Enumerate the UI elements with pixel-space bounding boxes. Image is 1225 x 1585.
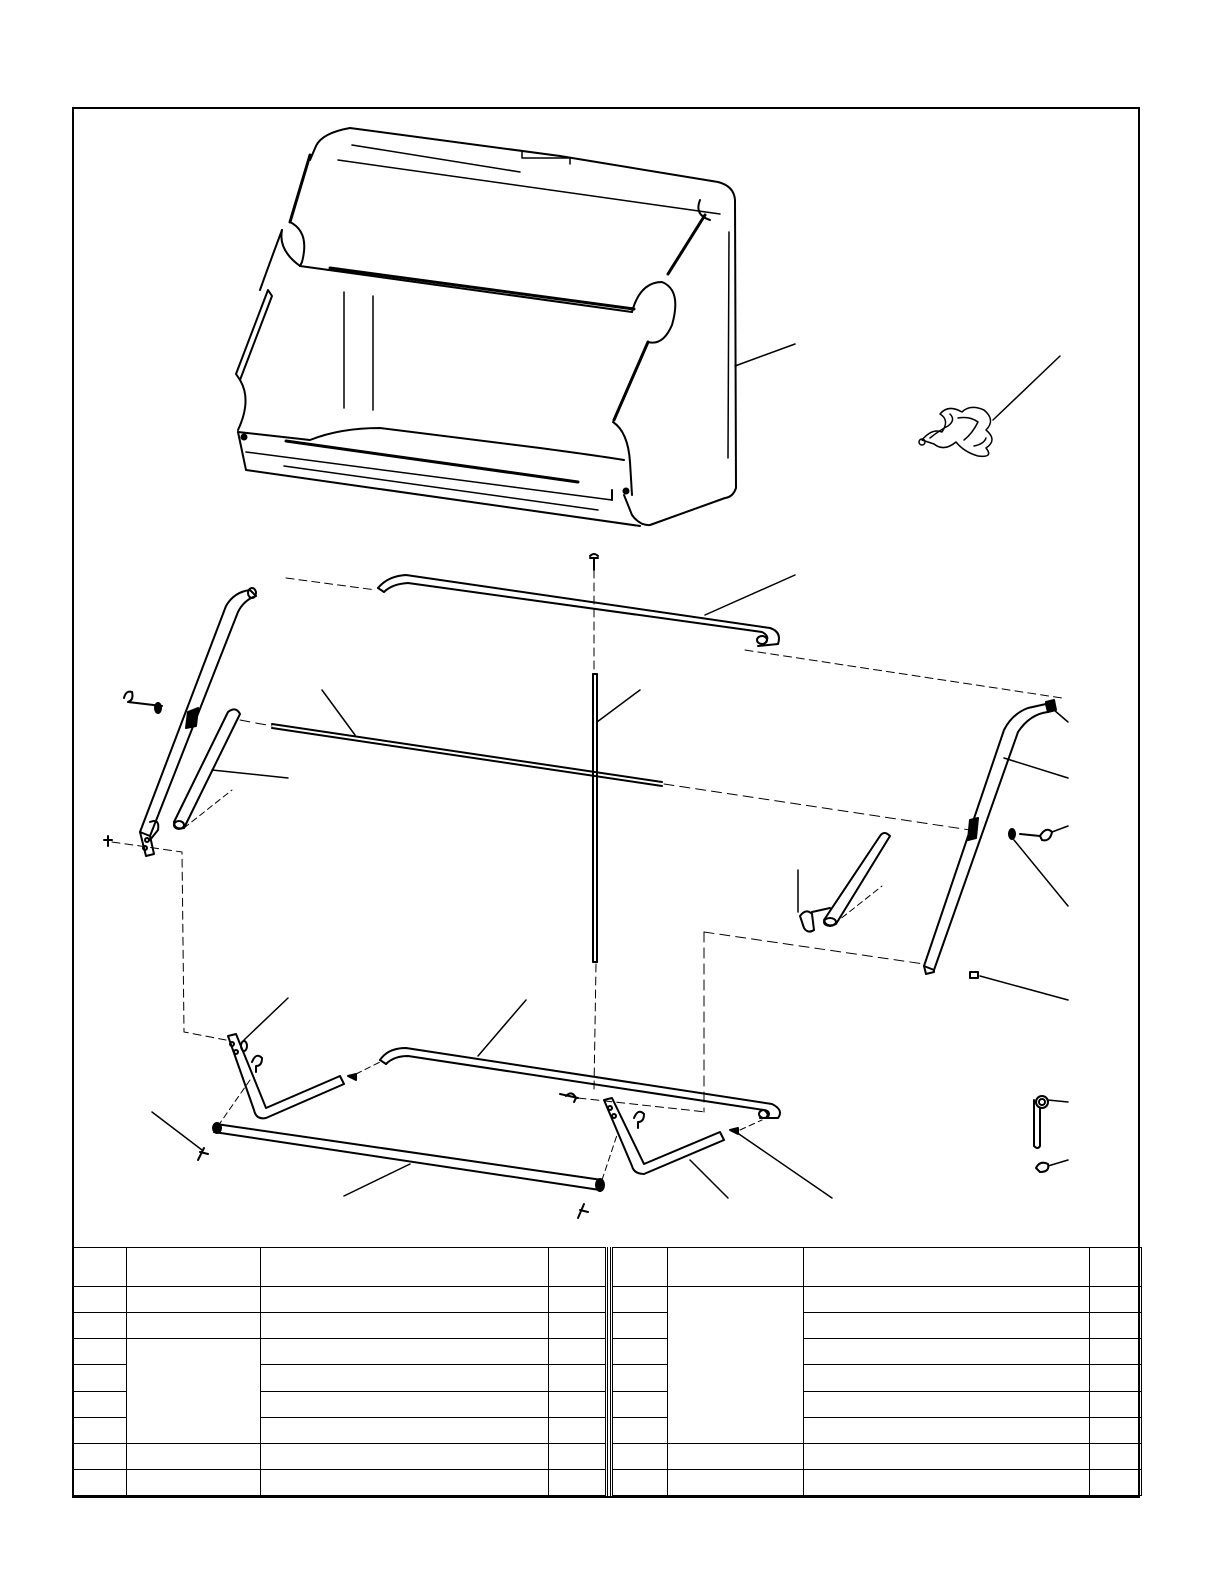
cell-qty (549, 1469, 607, 1495)
header-description (261, 1248, 549, 1287)
table-row (73, 1313, 607, 1339)
leader-line (212, 770, 288, 778)
cell-description (261, 1339, 549, 1365)
leader-line (1054, 710, 1068, 722)
parts-table-left (72, 1247, 608, 1496)
hairpin-clip (1036, 1163, 1048, 1172)
cell-ref (612, 1469, 668, 1495)
cell-ref (612, 1443, 668, 1469)
cell-description (261, 1365, 549, 1391)
bag-housing (236, 128, 736, 526)
left-bottom-bracket (228, 1034, 356, 1118)
left-hardware (104, 692, 162, 846)
leader-line (344, 1164, 410, 1196)
cell-description (261, 1417, 549, 1443)
cell-ref (73, 1287, 127, 1313)
cell-description (261, 1313, 549, 1339)
dashed-line (704, 932, 924, 964)
dashed-line (745, 650, 1062, 698)
dashed-line (578, 1098, 706, 1112)
cell-qty (549, 1339, 607, 1365)
table-row (73, 1443, 607, 1469)
leader-line (322, 690, 355, 735)
cell-ref (612, 1365, 668, 1391)
leader-line (993, 356, 1060, 420)
bottom-frame-tube (380, 1048, 780, 1118)
cell-part-no (127, 1443, 261, 1469)
leader-line (1048, 1160, 1068, 1166)
leader-line (1004, 758, 1068, 778)
cell-ref (612, 1391, 668, 1417)
cell-description (261, 1469, 549, 1495)
leader-line (1052, 826, 1068, 832)
header-ref (73, 1248, 127, 1287)
cell-ref (612, 1287, 668, 1313)
cell-ref (612, 1313, 668, 1339)
cell-qty (1090, 1443, 1142, 1469)
left-upright-tube (140, 588, 256, 856)
table-row (73, 1287, 607, 1313)
cell-ref (73, 1365, 127, 1391)
cell-ref (73, 1339, 127, 1365)
header-qty (1090, 1248, 1142, 1287)
cell-qty (549, 1287, 607, 1313)
cell-part-no (668, 1469, 804, 1495)
leader-line (1014, 840, 1068, 906)
table-row (73, 1339, 607, 1365)
cell-description (804, 1313, 1090, 1339)
cell-ref (73, 1469, 127, 1495)
front-bottom-bar (198, 1123, 604, 1218)
cell-part-no (668, 1287, 804, 1444)
table-header (612, 1248, 1142, 1287)
cell-description (261, 1443, 549, 1469)
parts-table-right (610, 1247, 1142, 1496)
cell-ref (73, 1443, 127, 1469)
cell-qty (1090, 1391, 1142, 1417)
cell-part-no (127, 1339, 261, 1444)
right-strut (824, 833, 890, 926)
dashed-line (594, 570, 596, 1090)
cell-qty (549, 1313, 607, 1339)
cell-qty (549, 1365, 607, 1391)
left-strut (174, 709, 240, 829)
dashed-line (286, 578, 376, 590)
cell-qty (549, 1443, 607, 1469)
dashed-line (834, 886, 882, 924)
header-qty (549, 1248, 607, 1287)
cell-qty (549, 1417, 607, 1443)
leader-line (152, 1112, 202, 1150)
table-row (612, 1287, 1142, 1313)
dashed-line (740, 1120, 762, 1130)
leader-line (736, 1132, 832, 1198)
cell-ref (612, 1339, 668, 1365)
header-description (804, 1248, 1090, 1287)
table-row (612, 1443, 1142, 1469)
header-part-no (668, 1248, 804, 1287)
leader-line (690, 1160, 728, 1198)
cell-ref (73, 1417, 127, 1443)
cell-ref (612, 1417, 668, 1443)
cell-qty (1090, 1313, 1142, 1339)
cell-part-no (127, 1313, 261, 1339)
table-header (73, 1248, 607, 1287)
table-row (612, 1469, 1142, 1495)
leader-line (980, 976, 1068, 1000)
cell-description (804, 1339, 1090, 1365)
cell-description (804, 1287, 1090, 1313)
top-frame-tube (378, 575, 779, 646)
header-ref (612, 1248, 668, 1287)
cell-qty (1090, 1417, 1142, 1443)
cell-description (261, 1287, 549, 1313)
cell-description (804, 1443, 1090, 1469)
cell-description (804, 1391, 1090, 1417)
table-row (73, 1469, 607, 1495)
cell-qty (1090, 1287, 1142, 1313)
dashed-line (184, 790, 232, 828)
dashed-line (112, 842, 226, 1040)
leader-line (478, 1000, 526, 1056)
right-hardware (800, 829, 1052, 978)
cell-part-no (127, 1287, 261, 1313)
leader-line (735, 344, 795, 366)
leader-line (244, 998, 288, 1040)
cell-qty (1090, 1469, 1142, 1495)
wire-bundle (919, 407, 992, 456)
leader-line (705, 575, 795, 615)
leader-line (1048, 1100, 1068, 1102)
cross-rod (272, 724, 662, 786)
cell-description (804, 1365, 1090, 1391)
cell-part-no (668, 1443, 804, 1469)
hitch-pin (1034, 1096, 1048, 1148)
cell-description (261, 1391, 549, 1417)
cell-ref (73, 1391, 127, 1417)
header-part-no (127, 1248, 261, 1287)
cell-qty (1090, 1365, 1142, 1391)
dashed-line (356, 1062, 380, 1074)
dashed-line (602, 1132, 618, 1180)
cell-description (804, 1417, 1090, 1443)
cell-qty (1090, 1339, 1142, 1365)
cell-part-no (127, 1469, 261, 1495)
cell-description (804, 1469, 1090, 1495)
cell-qty (549, 1391, 607, 1417)
cell-ref (73, 1313, 127, 1339)
parts-list (72, 1247, 1140, 1498)
leader-line (597, 690, 640, 722)
right-upright-tube (924, 700, 1056, 974)
